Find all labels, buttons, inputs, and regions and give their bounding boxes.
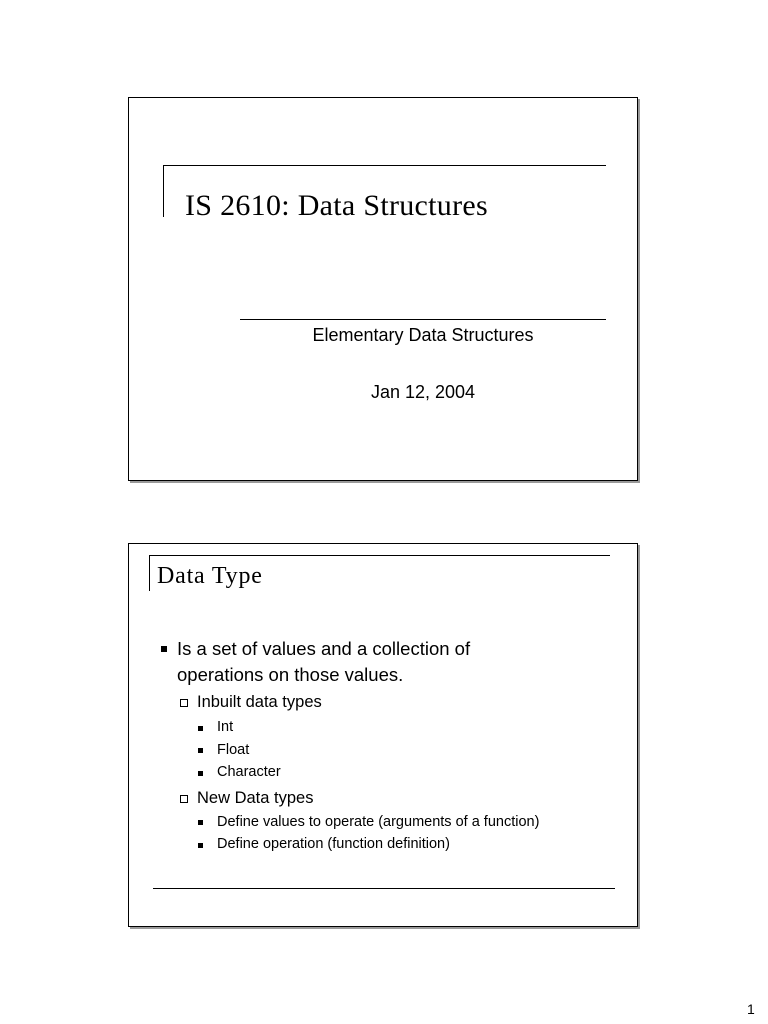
sub-sub-bullet-text: Character xyxy=(217,764,281,780)
sub-sub-bullet-text: Define values to operate (arguments of a function) xyxy=(217,814,540,830)
slide-1 xyxy=(128,97,638,481)
subtitle-rule xyxy=(240,319,606,320)
hollow-square-bullet-icon xyxy=(180,699,188,707)
title-top-rule xyxy=(163,165,606,166)
sub-bullet-text: New Data types xyxy=(197,789,314,807)
square-bullet-icon xyxy=(161,646,167,652)
footer-rule xyxy=(153,888,615,889)
bullet-text-line: operations on those values. xyxy=(177,664,404,685)
sub-bullet-text: Inbuilt data types xyxy=(197,693,322,711)
hollow-square-bullet-icon xyxy=(180,795,188,803)
slide-2-title: Data Type xyxy=(157,563,263,589)
bullet-text-line: Is a set of values and a collection of xyxy=(177,638,471,659)
sub-sub-bullet-text: Float xyxy=(217,742,250,758)
page-number: 1 xyxy=(747,1001,755,1017)
slide-1-date: Jan 12, 2004 xyxy=(370,382,476,402)
sub-sub-bullet-text: Int xyxy=(217,719,234,735)
square-bullet-icon xyxy=(198,771,203,776)
square-bullet-icon xyxy=(198,726,203,731)
square-bullet-icon xyxy=(198,820,203,825)
title-left-rule xyxy=(163,165,164,217)
slide-1-title: IS 2610: Data Structures xyxy=(185,189,488,222)
slide-1-subtitle: Elementary Data Structures xyxy=(312,325,534,345)
square-bullet-icon xyxy=(198,748,203,753)
title-left-rule xyxy=(149,555,150,591)
sub-sub-bullet-text: Define operation (function definition) xyxy=(217,836,450,852)
title-top-rule xyxy=(149,555,610,556)
square-bullet-icon xyxy=(198,843,203,848)
slide-2 xyxy=(128,543,638,927)
